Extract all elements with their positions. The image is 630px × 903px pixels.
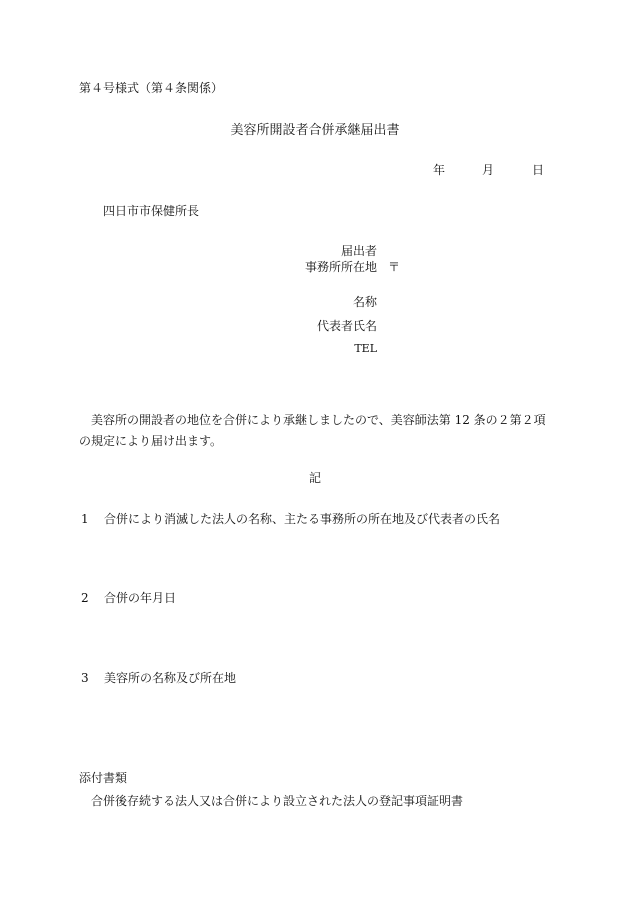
ki-label: 記 bbox=[308, 471, 321, 485]
body-line: の規定により届け出ます。 bbox=[79, 434, 223, 448]
postal-mark: 〒 bbox=[388, 260, 401, 274]
page-title: 美容所開設者合併承継届出書 bbox=[230, 123, 400, 138]
office-address-label: 事務所所在地 bbox=[304, 260, 377, 274]
item-number: 2 bbox=[81, 591, 89, 605]
attachments-heading: 添付書類 bbox=[79, 771, 128, 785]
name-label: 名称 bbox=[352, 295, 377, 309]
date-day-label: 日 bbox=[532, 163, 545, 177]
item-number: 3 bbox=[81, 671, 89, 685]
item-text: 合併の年月日 bbox=[104, 591, 177, 605]
applicant-label: 届出者 bbox=[340, 244, 377, 258]
representative-name-label: 代表者氏名 bbox=[316, 319, 377, 333]
date-year-label: 年 bbox=[433, 163, 446, 177]
recipient: 四日市市保健所長 bbox=[103, 204, 200, 218]
form-number: 第４号様式（第４条関係） bbox=[79, 81, 224, 95]
tel-label: TEL bbox=[354, 342, 377, 355]
item-text: 美容所の名称及び所在地 bbox=[104, 671, 237, 685]
item-number: 1 bbox=[81, 512, 89, 526]
attachment-item: 合併後存続する法人又は合併により設立された法人の登記事項証明書 bbox=[91, 794, 464, 808]
date-month-label: 月 bbox=[482, 163, 495, 177]
body-line: 美容所の開設者の地位を合併により承継しましたので、美容師法第 12 条の２第２項 bbox=[91, 413, 546, 427]
body-paragraph bbox=[79, 410, 554, 452]
item-text: 合併により消滅した法人の名称、主たる事務所の所在地及び代表者の氏名 bbox=[104, 512, 501, 526]
